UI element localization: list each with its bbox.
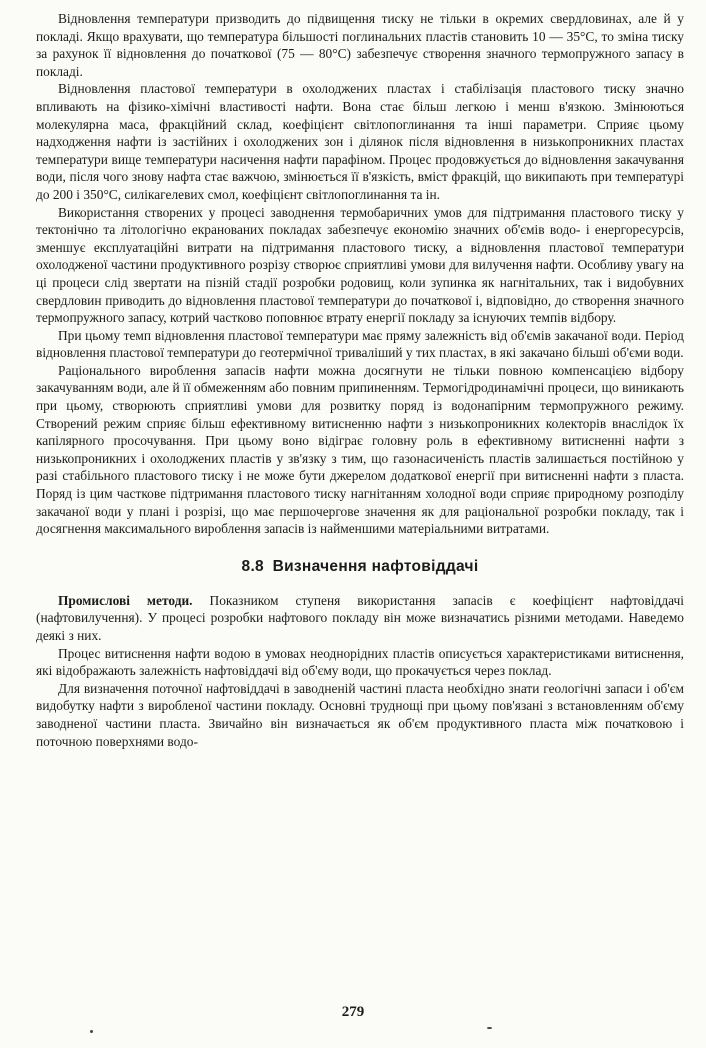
paragraph-5: Раціонального вироблення запасів нафти можна досягнути не тільки повною компенсацією відбору закачуванням води, але й її обмеженням або повним припиненням. Термогідродинамічні процеси, що виникають при цьому, створюють сприятливі умови для розвитку поряд із водонапірним термопружного режиму. Створений режим сприяє більш ефективному витисненню нафти з низькопроникних колекторів внаслідок їх капілярного просочування. При цьому воно відіграє головну роль в ефективному витисненні нафти з низькопроникних і охолоджених пластів у зв'язку з тим, що газонасиченість пластів залишається постійною у разі стабільного пластового тиску і не може бути джерелом додаткової енергії при витисненні нафти з пласта. Поряд із цим часткове підтримання пластового тиску нагнітанням холодної води сприяє природному розподілу закачаної води у плані і розрізі, що має першочергове значення як для раціональної розробки покладу, так і досягнення максимального вироблення запасів із найменшими матеріальними витратами.: [36, 362, 684, 537]
paragraph-2: Відновлення пластової температури в охолоджених пластах і стабілізація пластового тиску значно впливають на фізико-хімічні властивості нафти. Вона стає більш легкою і менш в'язкою. Змінюються молекулярна маса, фракційний склад, коефіцієнт світлопоглинання та інші параметри. Сприяє цьому надходження нафти із застійних і охолоджених зон і ділянок після відновлення в низькопроникних пластах температури вище температури насичення нафти парафіном. Процес продовжується до відновлення закачування води, після чого знову нафта стає важчою, змінюється її в'язкість, вміст фракцій, що википають при температурі до 200 і 350°C, силікагелевих смол, коефіцієнт світлопоглинання та ін.: [36, 81, 684, 202]
page-number: 279: [341, 1004, 365, 1020]
paragraph-1: Відновлення температури призводить до підвищення тиску не тільки в окремих свердловинах, але й у покладі. Якщо врахувати, що температура більшості поглинальних пластів становить 10 — 35°C, то зміна тиску за рахунок її відновлення до початкової (75 — 80°C) забезпечує створення значного термопружного запасу в покладі.: [36, 11, 684, 79]
section-title: Визначення нафтовіддачі: [272, 557, 479, 575]
section-heading: [36, 558, 684, 576]
scan-speck: [90, 1030, 93, 1033]
run-in-heading: Промислові методи.: [58, 592, 193, 608]
paragraph-3: Використання створених у процесі заводнення термобаричних умов для підтримання пластового тиску у тектонічно та літологічно екранованих покладах забезпечує економію значних об'ємів водо- і енергоресурсів, зменшує експлуатаційні витрати на підтримання пластового тиску, а відновлення пластової температури охолодженої частини продуктивного розрізу створює сприятливі умови для вилучення нафти. Особливу увагу на ці процеси слід звертати на пізній стадії розробки родовищ, коли зупинка як нагнітальних, так і видобувних свердловин приводить до відновлення пластової температури до початкової і, відповідно, до створення значного термопружного запасу, котрий частково поповнює втрату енергії покладу за існуючих темпів відбору.: [36, 204, 684, 326]
page-body: [36, 10, 684, 750]
paragraph-8: Для визначення поточної нафтовіддачі в заводненій частині пласта необхідно знати геологічні запаси і об'єм видобутку нафти з виробленої частини покладу. Основні труднощі при цьому пов'язані з встановленням об'єму заводненої частини пласта. Звичайно він визначається як об'єм продуктивного пласта між початковою і поточною поверхнями водо-: [36, 680, 684, 749]
paragraph-6: [36, 592, 684, 645]
section-number: 8.8: [241, 557, 264, 575]
paragraph-6-text: Показником ступеня використання запасів є коефіцієнт нафтовіддачі (нафтовилучення). У процесі розробки нафтового покладу він може визначатись різними методами. Наведемо деякі з них.: [36, 592, 684, 643]
scan-speck: [487, 1027, 492, 1029]
paragraph-7: Процес витиснення нафти водою в умовах неоднорідних пластів описується характеристиками витиснення, які відображають залежність нафтовіддачі від об'єму води, що прокачується через поклад.: [36, 645, 684, 679]
paragraph-4: При цьому темп відновлення пластової температури має пряму залежність від об'ємів закачаної води. Період відновлення пластової температури до геотермічної триваліший у тих пластах, в які закачано більші об'єми води.: [36, 327, 684, 361]
